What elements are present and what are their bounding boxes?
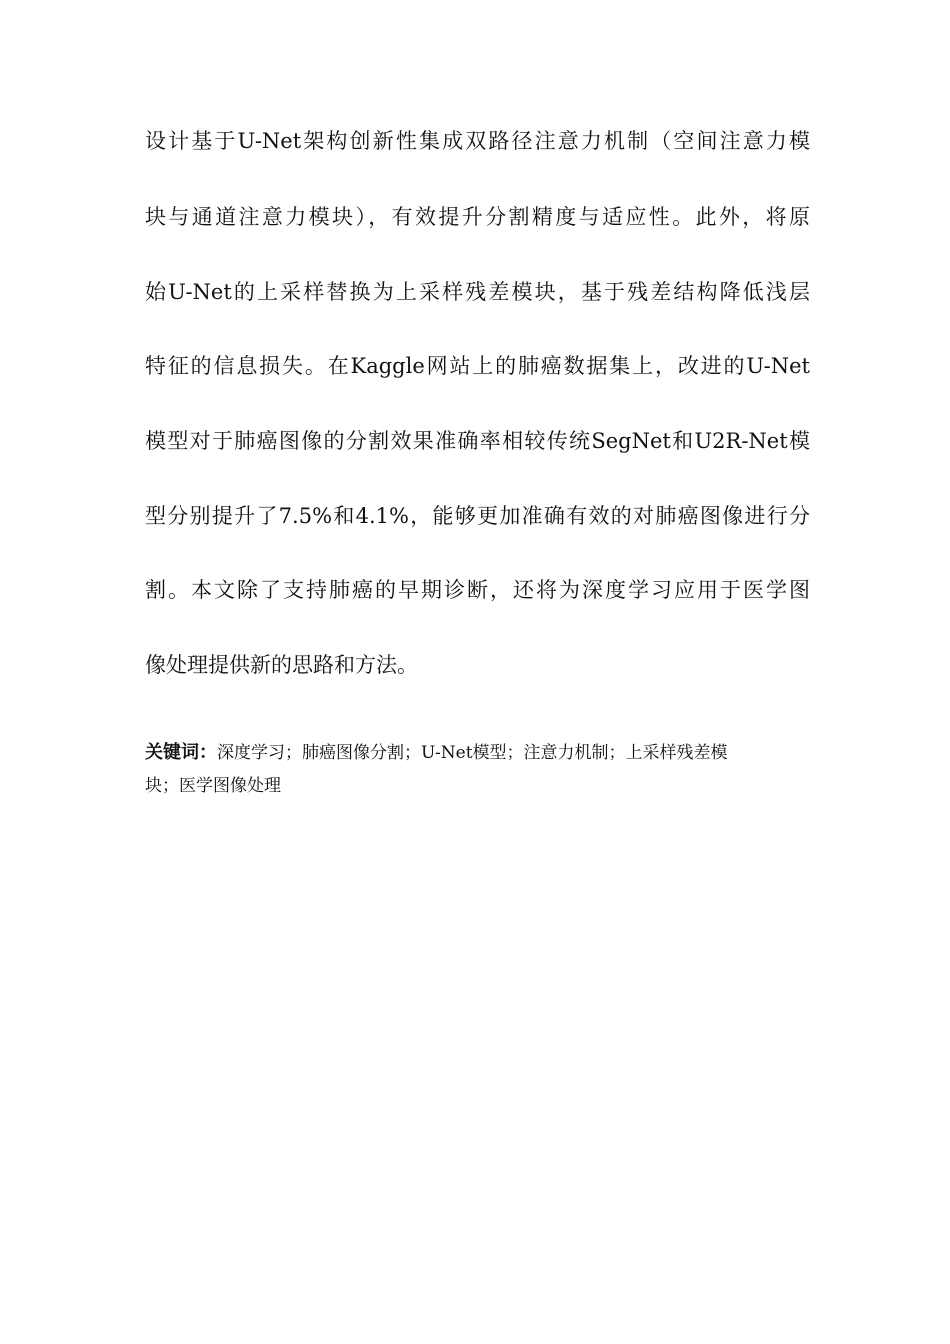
keywords-text-2: 块；医学图像处理 — [145, 776, 281, 796]
abstract-line-2: 块与通道注意力模块），有效提升分割精度与适应性。此外，将原 — [145, 205, 810, 229]
abstract-line-7: 割。本文除了支持肺癌的早期诊断，还将为深度学习应用于医学图 — [145, 578, 810, 602]
keywords-line-1 — [145, 740, 810, 766]
keywords-line-2 — [145, 773, 810, 799]
abstract-line-6: 型分别提升了7.5%和4.1%，能够更加准确有效的对肺癌图像进行分 — [145, 504, 810, 528]
abstract-line-3: 始U-Net的上采样替换为上采样残差模块，基于残差结构降低浅层 — [145, 280, 810, 304]
abstract-line-1: 设计基于U-Net架构创新性集成双路径注意力机制（空间注意力模 — [145, 129, 810, 153]
keywords-text-1: 深度学习；肺癌图像分割；U-Net模型；注意力机制；上采样残差模 — [217, 743, 728, 763]
keywords-label: 关键词： — [145, 742, 217, 763]
abstract-line-8: 像处理提供新的思路和方法。 — [145, 653, 418, 677]
abstract-line-4: 特征的信息损失。在Kaggle网站上的肺癌数据集上，改进的U-Net — [145, 354, 810, 378]
abstract-line-5: 模型对于肺癌图像的分割效果准确率相较传统SegNet和U2R-Net模 — [145, 429, 810, 453]
